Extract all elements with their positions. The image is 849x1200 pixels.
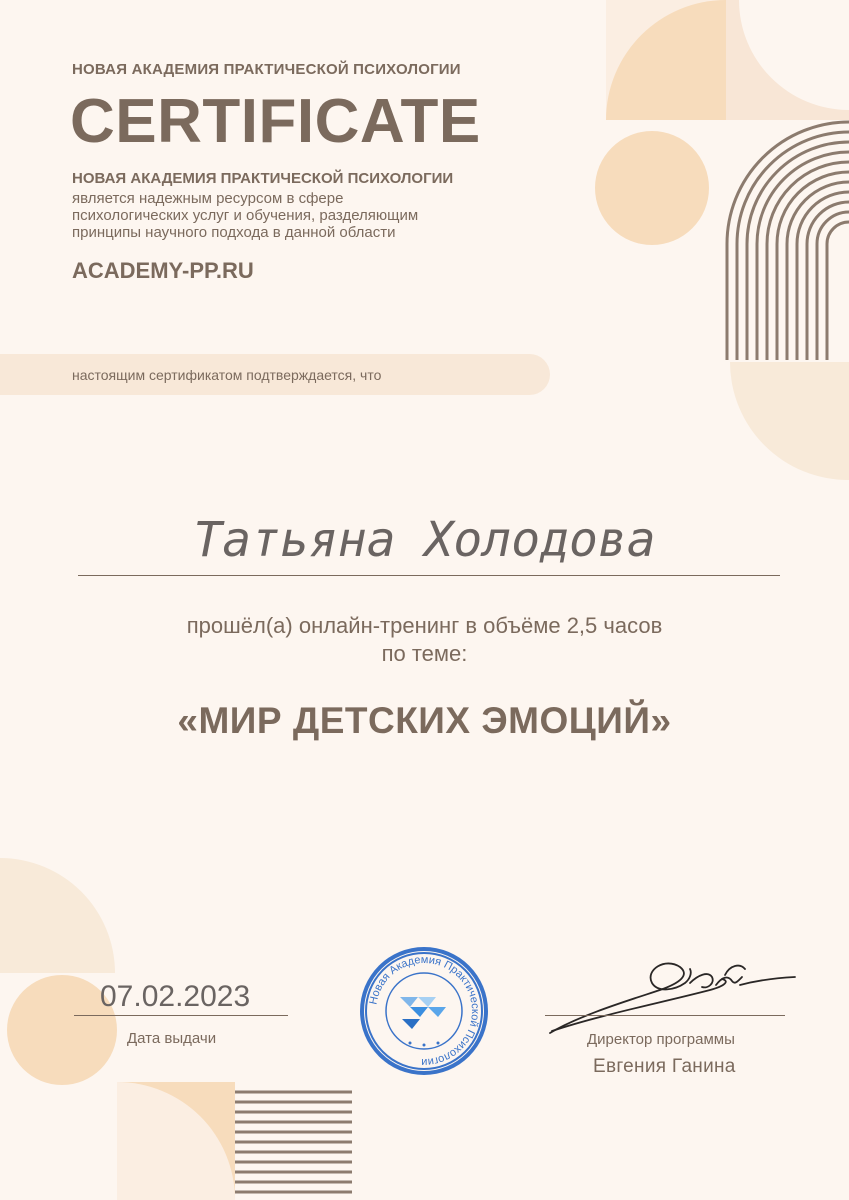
issue-date: 07.02.2023 (100, 980, 251, 1013)
recipient-name: Татьяна Холодова (193, 512, 656, 568)
academy-stamp (358, 945, 490, 1077)
org-description (72, 190, 512, 241)
course-topic: «МИР ДЕТСКИХ ЭМОЦИЙ» (177, 700, 672, 741)
signature-underline (545, 1015, 785, 1016)
website-link[interactable]: ACADEMY-PP.RU (72, 258, 254, 283)
issue-date-label: Дата выдачи (127, 1030, 217, 1047)
course-description (0, 612, 849, 668)
director-label: Директор программы (587, 1031, 735, 1048)
stamp-ring-text: Новая Академия Практической Психологии (367, 953, 482, 1069)
director-signature (540, 945, 810, 1040)
director-name: Евгения Ганина (593, 1056, 736, 1077)
description-line: принципы научного подхода в данной области (72, 224, 396, 241)
description-line: является надежным ресурсом в сфере (72, 190, 344, 207)
org-name-secondary: НОВАЯ АКАДЕМИЯ ПРАКТИЧЕСКОЙ ПСИХОЛОГИИ (72, 170, 454, 187)
course-line-1: прошёл(а) онлайн-тренинг в объёме 2,5 часов (186, 613, 663, 638)
recipient-underline (78, 575, 780, 576)
description-line: психологических услуг и обучения, разделяющим (72, 207, 419, 224)
date-underline (74, 1015, 288, 1016)
confirmation-text: настоящим сертификатом подтверждается, что (72, 367, 382, 383)
org-name-top: НОВАЯ АКАДЕМИЯ ПРАКТИЧЕСКОЙ ПСИХОЛОГИИ (72, 61, 461, 78)
course-line-2: по теме: (381, 641, 468, 666)
certificate-title: CERTIFICATE (70, 87, 481, 156)
